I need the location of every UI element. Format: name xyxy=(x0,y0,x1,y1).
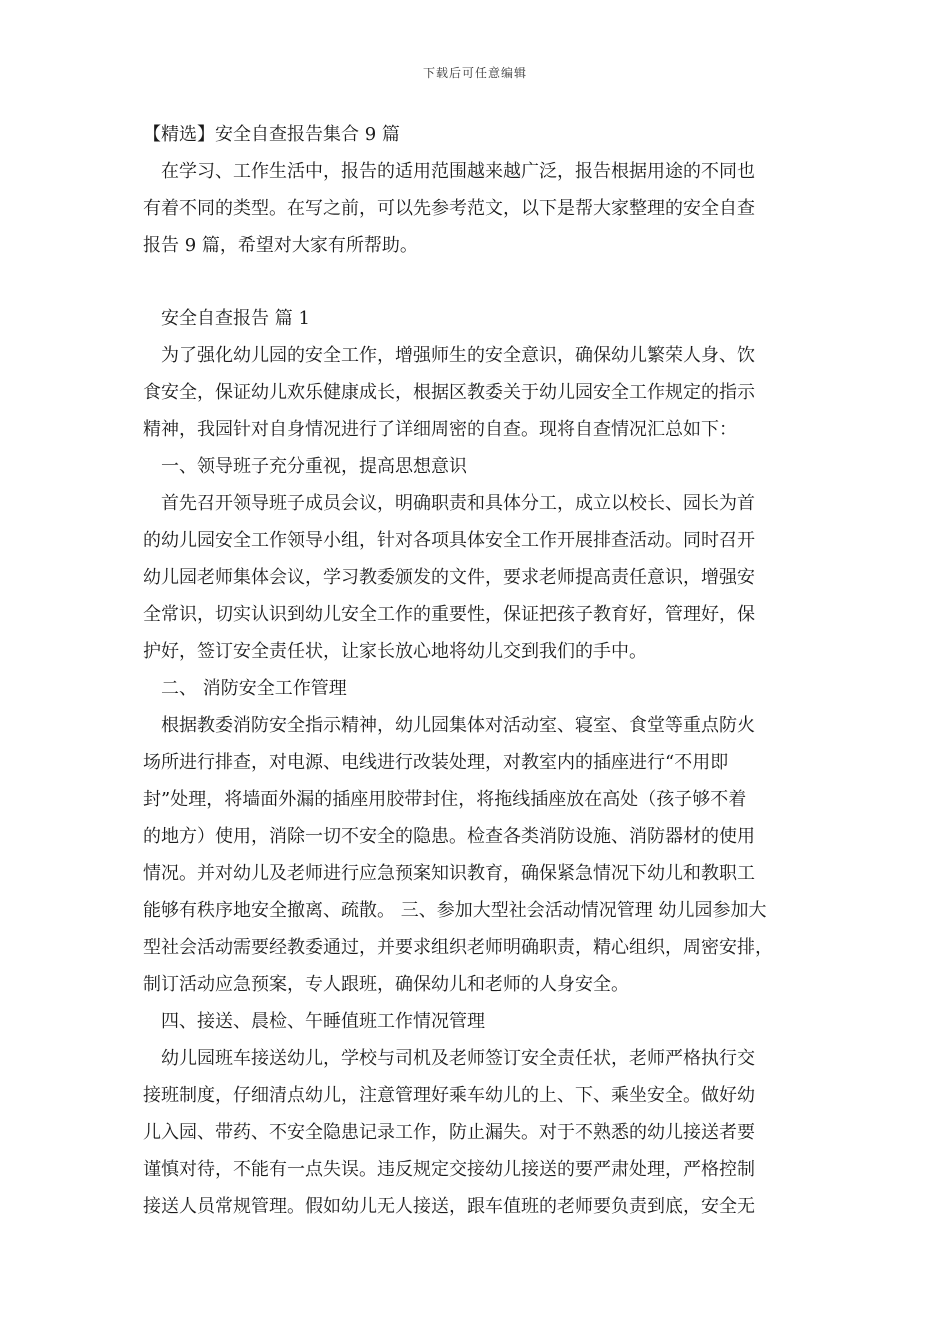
intro-line: 报告 9 篇，希望对大家有所帮助。 xyxy=(143,235,418,256)
paragraph-line: 的地方）使用，消除一切不安全的隐患。检查各类消防设施、消防器材的使用 xyxy=(143,826,755,847)
paragraph-line: 制订活动应急预案，专人跟班，确保幼儿和老师的人身安全。 xyxy=(143,974,629,995)
paragraph-line: 场所进行排查，对电源、电线进行改装处理，对教室内的插座进行“不用即 xyxy=(143,752,729,773)
paragraph-line: 精神，我园针对自身情况进行了详细周密的自查。现将自查情况汇总如下： xyxy=(143,419,737,440)
document-title: 【精选】安全自查报告集合 9 篇 xyxy=(143,124,400,145)
paragraph-line: 儿入园、带药、不安全隐患记录工作，防止漏失。对于不熟悉的幼儿接送者要 xyxy=(143,1122,755,1143)
paragraph-line: 全常识，切实认识到幼儿安全工作的重要性，保证把孩子教育好，管理好，保 xyxy=(143,604,755,625)
paragraph-spacer xyxy=(143,264,817,300)
subheading: 一、领导班子充分重视，提高思想意识 xyxy=(161,456,467,477)
paragraph-line: 食安全，保证幼儿欢乐健康成长，根据区教委关于幼儿园安全工作规定的指示 xyxy=(143,382,755,403)
paragraph-line: 接班制度，仔细清点幼儿，注意管理好乘车幼儿的上、下、乘坐安全。做好幼 xyxy=(143,1085,755,1106)
paragraph-line: 谨慎对待，不能有一点失误。违反规定交接幼儿接送的要严肃处理，严格控制 xyxy=(143,1159,755,1180)
paragraph-line: 型社会活动需要经教委通过，并要求组织老师明确职责，精心组织，周密安排， xyxy=(143,937,773,958)
paragraph-line: 幼儿园班车接送幼儿，学校与司机及老师签订安全责任状，老师严格执行交 xyxy=(161,1048,755,1069)
paragraph-line: 接送人员常规管理。假如幼儿无人接送，跟车值班的老师要负责到底，安全无 xyxy=(143,1196,755,1217)
subheading: 二、 消防安全工作管理 xyxy=(161,678,347,699)
paragraph-line: 首先召开领导班子成员会议，明确职责和具体分工，成立以校长、园长为首 xyxy=(161,493,755,514)
section-title: 安全自查报告 篇 1 xyxy=(161,308,310,329)
intro-line: 在学习、工作生活中，报告的适用范围越来越广泛，报告根据用途的不同也 xyxy=(161,161,755,182)
paragraph-line: 的幼儿园安全工作领导小组，针对各项具体安全工作开展排查活动。同时召开 xyxy=(143,530,755,551)
header-note: 下载后可任意编辑 xyxy=(422,66,527,80)
document-body xyxy=(143,116,817,1225)
paragraph-line: 能够有秩序地安全撤离、疏散。 三、参加大型社会活动情况管理 幼儿园参加大 xyxy=(143,900,767,921)
paragraph-line: 护好，签订安全责任状，让家长放心地将幼儿交到我们的手中。 xyxy=(143,641,647,662)
subheading: 四、接送、晨检、午睡值班工作情况管理 xyxy=(161,1011,485,1032)
paragraph-line: 情况。并对幼儿及老师进行应急预案知识教育，确保紧急情况下幼儿和教职工 xyxy=(143,863,755,884)
paragraph-line: 幼儿园老师集体会议，学习教委颁发的文件，要求老师提高责任意识，增强安 xyxy=(143,567,755,588)
paragraph-line: 封”处理，将墙面外漏的插座用胶带封住，将拖线插座放在高处（孩子够不着 xyxy=(143,789,747,810)
paragraph-line: 根据教委消防安全指示精神，幼儿园集体对活动室、寝室、食堂等重点防火 xyxy=(161,715,755,736)
paragraph-line: 为了强化幼儿园的安全工作，增强师生的安全意识，确保幼儿繁荣人身、饮 xyxy=(161,345,755,366)
intro-line: 有着不同的类型。在写之前，可以先参考范文，以下是帮大家整理的安全自查 xyxy=(143,198,755,219)
